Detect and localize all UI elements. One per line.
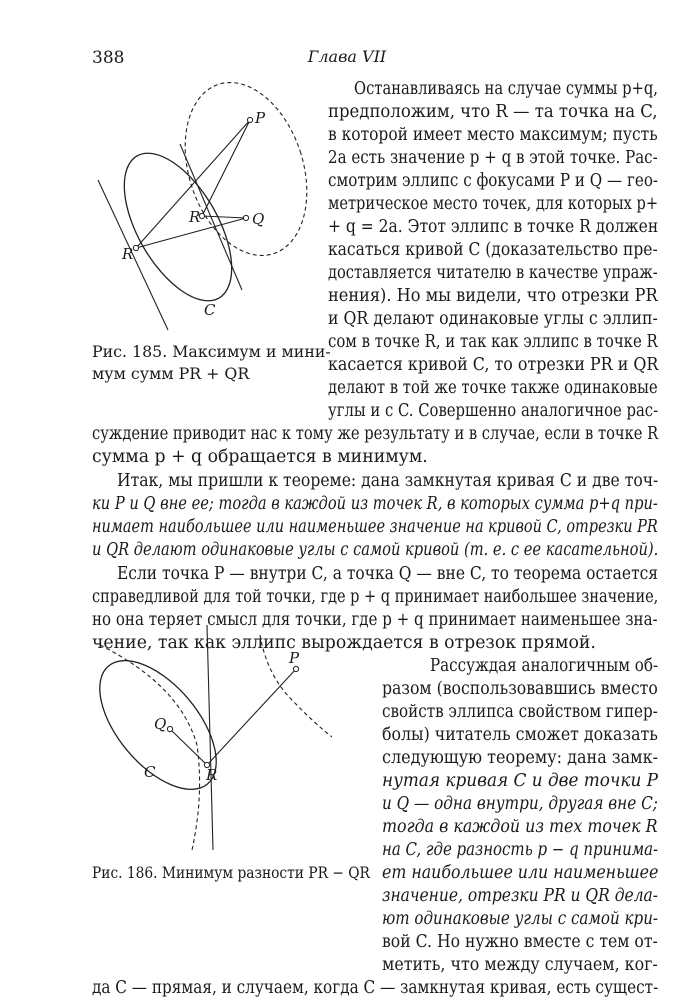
text-line: 2a есть значение p + q в этой точке. Рас- <box>328 148 658 168</box>
theorem-line: нимает наибольшее или наименьшее значение на кривой C, отрезки PR <box>92 517 658 537</box>
label-c: C <box>204 301 216 319</box>
figure-185-caption-line-1: Рис. 185. Максимум и мини- <box>92 342 331 361</box>
text-line: ют одинаковые углы с самой кри- <box>382 909 659 929</box>
text-line: Если точка P — внутри C, а точка Q — вне C, то теорема остается <box>117 564 659 584</box>
label-r-max: R <box>189 208 201 226</box>
curve-c <box>102 136 253 318</box>
segment-r-p <box>207 669 296 765</box>
text-line: ет наибольшее или наименьшее <box>382 863 659 883</box>
text-line: касаться кривой C (доказательство пре- <box>328 240 658 260</box>
segment-r-q <box>170 729 207 765</box>
text-line: свойств эллипса свойством гипер- <box>382 702 658 722</box>
segment-rmin-p <box>136 120 250 248</box>
text-line: болы) читатель сможет доказать <box>382 725 658 745</box>
text-line: касается кривой C, то отрезки PR и QR <box>328 355 659 375</box>
figure-186-caption: Рис. 186. Минимум разности PR − QR <box>92 863 370 882</box>
segment-rmax-q <box>202 216 246 218</box>
text-line: справедливой для той точки, где p + q принимает наибольшее значение, <box>92 587 659 607</box>
text-line: чение, так как эллипс вырождается в отрезок прямой. <box>92 633 596 653</box>
text-line: метить, что между случаем, ког- <box>382 955 658 975</box>
text-line: сумма p + q обращается в минимум. <box>92 447 428 467</box>
running-head: Глава VII <box>307 47 387 66</box>
text-line: следующую теорему: дана замк- <box>382 748 658 768</box>
label-q: Q <box>252 210 265 228</box>
label-q: Q <box>154 715 167 733</box>
text-line: предположим, что R — та точка на C, <box>328 102 658 122</box>
text-line: в которой имеет место максимум; пусть <box>328 125 658 145</box>
label-r-min: R <box>122 245 134 263</box>
theorem-line: и QR делают одинаковые углы с самой кривой (т. е. с ее касательной). <box>92 540 659 560</box>
theorem-line: Итак, мы пришли к теореме: дана замкнутая кривая C и две точ- <box>117 471 659 491</box>
point-q <box>167 726 172 731</box>
text-line: да C — прямая, и случаем, когда C — замкнутая кривая, есть сущест- <box>92 978 659 998</box>
hyperbola-left-branch <box>100 645 200 850</box>
label-p: P <box>289 649 300 667</box>
label-r: R <box>206 766 218 784</box>
text-line: значение, отрезки PR и QR дела- <box>382 886 659 906</box>
text-line: и QR делают одинаковые углы с эллип- <box>328 309 658 329</box>
text-line: + q = 2a. Этот эллипс в точке R должен <box>328 217 659 237</box>
page-number: 388 <box>92 48 125 68</box>
figure-186 <box>92 625 332 855</box>
point-r-min <box>133 245 138 250</box>
point-p <box>293 666 298 671</box>
text-line: и Q — одна внутри, другая вне C; <box>382 794 658 814</box>
text-line: сом в точке R, и так как эллипс в точке R <box>328 332 658 352</box>
text-line: делают в той же точке также одинаковые <box>328 378 658 398</box>
text-line: вой C. Но нужно вместе с тем от- <box>382 932 658 952</box>
text-line: Останавливаясь на случае суммы p+q, <box>354 79 658 99</box>
text-line: нутая кривая C и две точки P <box>382 771 659 791</box>
text-line: на C, где разность p − q принима- <box>382 840 659 860</box>
text-line: метрическое место точек, для которых p+ <box>328 194 659 214</box>
figure-185 <box>92 82 317 332</box>
point-p <box>247 117 252 122</box>
label-c: C <box>144 763 156 781</box>
text-line: суждение приводит нас к тому же результату и в случае, если в точке R <box>92 424 659 444</box>
theorem-line: ки P и Q вне ее; тогда в каждой из точек R, в которых сумма p+q при- <box>92 494 658 514</box>
text-line: разом (воспользовавшись вместо <box>382 679 658 699</box>
point-q <box>243 215 248 220</box>
label-p: P <box>255 109 266 127</box>
figure-185-caption-line-2: мум сумм PR + QR <box>92 364 250 383</box>
text-line: углы и с C. Совершенно аналогичное рас- <box>328 401 659 421</box>
segment-rmax-p <box>202 120 250 216</box>
text-line: Рассуждая аналогичным об- <box>430 656 659 676</box>
text-line: тогда в каждой из тех точек R <box>382 817 658 837</box>
text-line: смотрим эллипс с фокусами P и Q — гео- <box>328 171 659 191</box>
text-line: нения). Но мы видели, что отрезки PR <box>328 286 658 306</box>
dashed-ellipse <box>164 82 317 271</box>
text-line: доставляется читателю в качестве упраж- <box>328 263 658 283</box>
text-line: но она теряет смысл для точки, где p + q принимает наименьшее зна- <box>92 610 658 630</box>
